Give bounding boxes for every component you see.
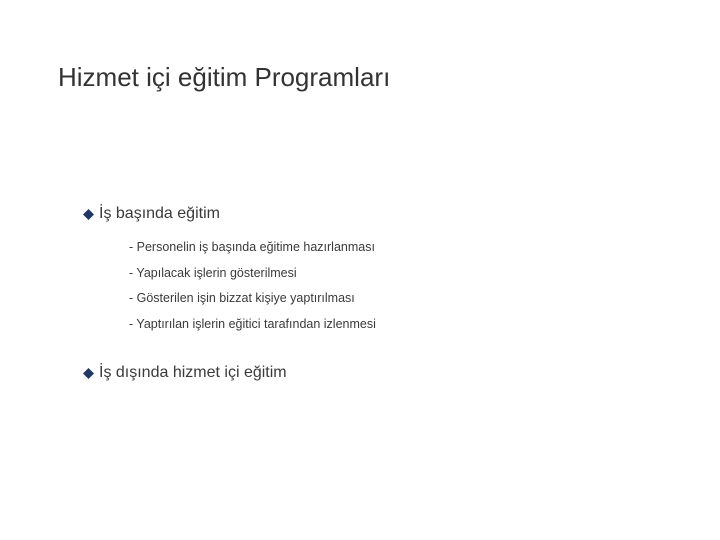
diamond-bullet-icon xyxy=(83,368,94,379)
slide-title: Hizmet içi eğitim Programları xyxy=(58,62,391,92)
subitem: - Personelin iş başında eğitime hazırlanması xyxy=(129,240,375,254)
bullet-on-the-job-training xyxy=(83,205,220,223)
subitem: - Gösterilen işin bizzat kişiye yaptırılması xyxy=(129,291,355,305)
bullet-off-the-job-training xyxy=(83,364,287,382)
diamond-bullet-icon xyxy=(83,209,94,220)
subitem: - Yaptırılan işlerin eğitici tarafından izlenmesi xyxy=(129,316,376,331)
bullet-label: İş başında eğitim xyxy=(99,205,220,222)
subitem: - Yapılacak işlerin gösterilmesi xyxy=(129,265,297,280)
subitem-list xyxy=(129,238,376,340)
bullet-label: İş dışında hizmet içi eğitim xyxy=(99,364,287,381)
